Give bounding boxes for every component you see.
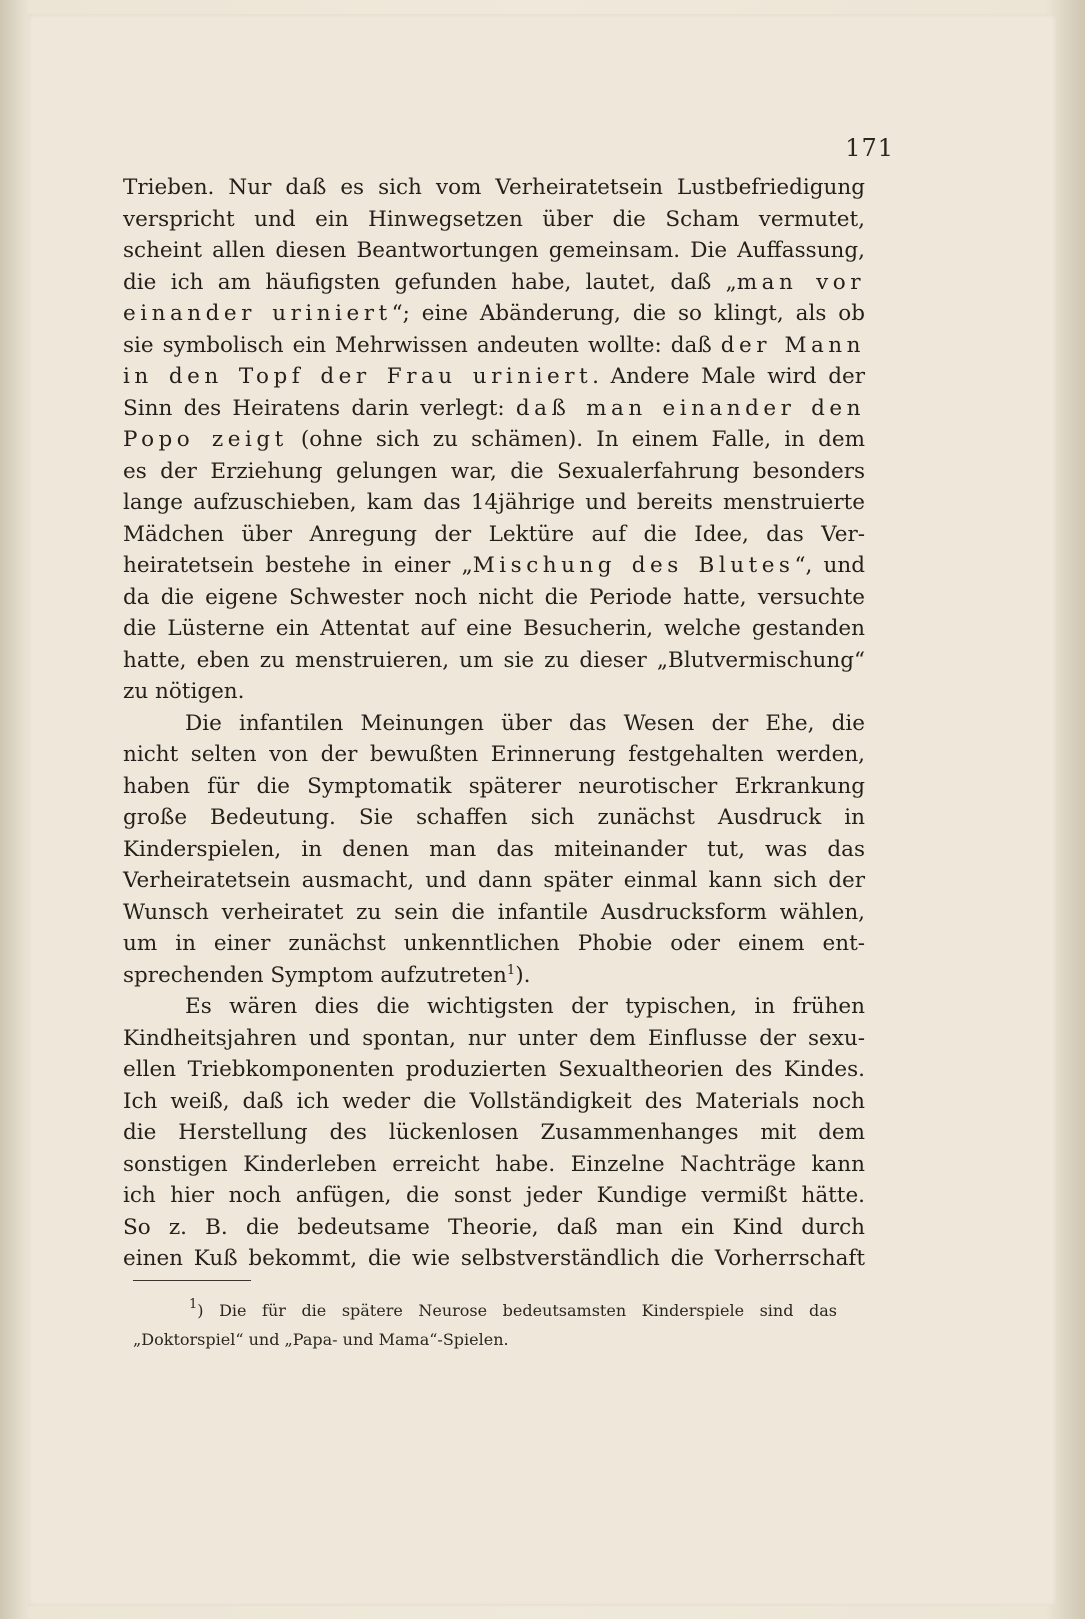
text-line [123, 1117, 865, 1149]
footnote-marker: 1 [189, 1297, 198, 1312]
text-line [123, 897, 865, 929]
text-segment: Die infantilen Meinungen über das Wesen der Ehe, die [185, 710, 865, 736]
text-segment: lange aufzuschieben, kam das 14jährige und bereits menstruierte [123, 490, 865, 515]
page-number: 171 [845, 134, 894, 162]
footnote-reference: 1 [506, 962, 516, 978]
text-line [123, 361, 865, 393]
text-segment: “; eine Abänderung, die so klingt, als ob [391, 301, 865, 326]
text-segment: einen Kuß bekommt, die wie selbstverständlich die Vorherrschaft [123, 1246, 865, 1271]
text-segment: Trieben. Nur daß es sich vom Verheiratetsein Lustbefriedigung [123, 175, 865, 200]
spaced-emphasis-text: Mischung des Blutes [472, 553, 795, 578]
footnote-rule [133, 1280, 251, 1281]
text-segment: nicht selten von der bewußten Erinnerung festgehalten werden, [123, 742, 865, 767]
text-segment: die ich am häufigsten gefunden habe, lautet, daß „ [123, 269, 737, 295]
text-line [123, 204, 865, 236]
text-segment: haben für die Symptomatik späterer neurotischer Erkrankung [123, 773, 865, 799]
text-line [123, 613, 865, 645]
text-segment: die Herstellung des lückenlosen Zusammenhanges mit dem [123, 1120, 865, 1145]
text-line [123, 456, 865, 488]
text-segment: ). [515, 962, 531, 988]
text-segment: (ohne sich zu schämen). In einem Falle, in dem [287, 427, 865, 452]
text-line [123, 519, 865, 551]
text-segment: So z. B. die bedeutsame Theorie, daß man ein Kind durch [123, 1214, 865, 1240]
text-segment: zu nötigen. [123, 679, 245, 704]
text-line [123, 802, 865, 834]
footnote-text: ) Die für die spätere Neurose bedeutsamsten Kinderspiele sind das [197, 1301, 837, 1320]
text-line [123, 267, 865, 299]
text-line [123, 330, 865, 362]
text-segment: um in einer zunächst unkenntlichen Phobie oder einem ent- [123, 931, 865, 956]
footnote-line [133, 1325, 833, 1354]
spaced-emphasis-text: daß man einander den [515, 395, 865, 421]
text-line [123, 739, 865, 771]
footnote-line [133, 1296, 837, 1325]
text-segment: große Bedeutung. Sie schaffen sich zunächst Ausdruck in [123, 805, 865, 830]
text-line [123, 298, 865, 330]
text-segment: Es wären dies die wichtigsten der typischen, in frühen [185, 994, 865, 1019]
text-line [123, 172, 865, 204]
text-segment: da die eigene Schwester noch nicht die Periode hatte, versuchte [123, 584, 865, 610]
text-segment: Verheiratetsein ausmacht, und dann später einmal kann sich der [123, 868, 865, 893]
text-line [123, 928, 865, 960]
text-segment: hatte, eben zu menstruieren, um sie zu dieser „Blutvermischung“ [123, 647, 865, 673]
text-segment: Kinderspielen, in denen man das miteinander tut, was das [123, 836, 865, 862]
text-segment: Kindheitsjahren und spontan, nur unter dem Einflusse der sexu- [123, 1025, 865, 1051]
footnotes [133, 1296, 837, 1354]
text-line [123, 393, 865, 425]
text-segment: scheint allen diesen Beantwortungen gemeinsam. Die Auffassung, [123, 238, 865, 263]
text-line [123, 1023, 865, 1055]
body-text [123, 172, 865, 1275]
text-segment: die Lüsterne ein Attentat auf eine Besucherin, welche gestanden [123, 616, 865, 641]
text-line [123, 582, 865, 614]
text-line [123, 1149, 865, 1181]
text-segment: sonstigen Kinderleben erreicht habe. Einzelne Nachträge kann [123, 1151, 865, 1177]
text-segment: heiratetsein bestehe in einer „ [123, 553, 473, 578]
text-segment: Ich weiß, daß ich weder die Vollständigkeit des Materials noch [123, 1088, 865, 1114]
spaced-emphasis-text: einander uriniert [123, 301, 392, 326]
text-line [123, 834, 865, 866]
text-line [123, 1086, 865, 1118]
text-line [123, 645, 865, 677]
text-line [123, 1243, 865, 1275]
text-segment: Mädchen über Anregung der Lektüre auf die Idee, das Ver- [123, 521, 865, 547]
text-line [123, 424, 865, 456]
spaced-emphasis-text: Popo zeigt [123, 427, 288, 452]
text-segment: Sinn des Heiratens darin verlegt: [123, 395, 516, 421]
spaced-emphasis-text: der Mann [720, 332, 865, 358]
text-line [123, 1212, 865, 1244]
text-line [123, 865, 865, 897]
text-line [123, 991, 865, 1023]
text-segment: es der Erziehung gelungen war, die Sexualerfahrung besonders [123, 458, 865, 484]
text-segment: verspricht und ein Hinwegsetzen über die Scham vermutet, [123, 206, 865, 232]
text-segment: Wunsch verheiratet zu sein die infantile Ausdrucksform wählen, [123, 899, 865, 925]
text-segment: . Andere Male wird der [592, 364, 865, 389]
text-line [123, 1054, 865, 1086]
spaced-emphasis-text: in den Topf der Frau uriniert [123, 364, 593, 389]
text-line [123, 676, 865, 708]
spaced-emphasis-text: man vor [736, 269, 865, 295]
text-line [123, 550, 865, 582]
text-segment: ellen Triebkomponenten produzierten Sexualtheorien des Kindes. [123, 1057, 865, 1082]
text-line [123, 960, 865, 992]
footnote-text: „Doktorspiel“ und „Papa- und Mama“-Spielen. [133, 1330, 509, 1349]
text-line [123, 1180, 865, 1212]
text-segment: ich hier noch anfügen, die sonst jeder Kundige vermißt hätte. [123, 1183, 865, 1208]
text-line [123, 771, 865, 803]
text-line [123, 708, 865, 740]
text-line [123, 487, 865, 519]
text-segment: “, und [794, 553, 865, 578]
text-segment: sie symbolisch ein Mehrwissen andeuten wollte: daß [123, 332, 721, 358]
text-line [123, 235, 865, 267]
text-segment: sprechenden Symptom aufzutreten [123, 962, 507, 988]
